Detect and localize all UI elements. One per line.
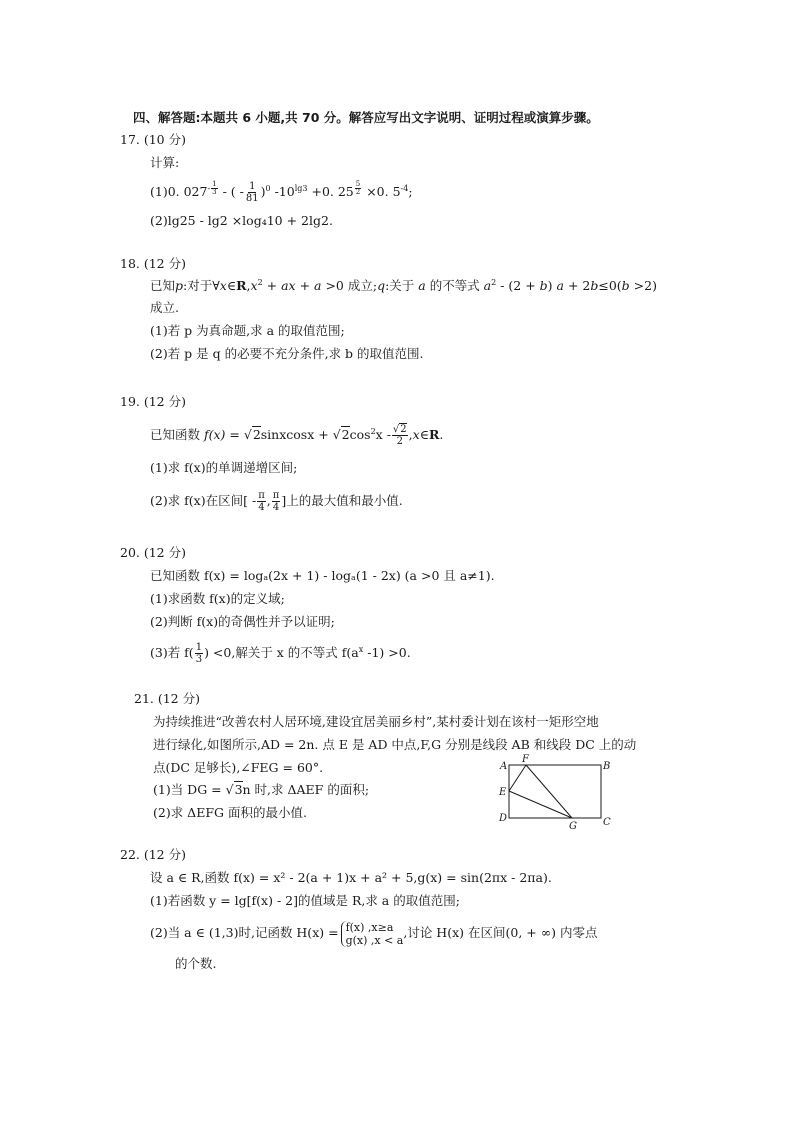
q19-heading: 19. (12 分) xyxy=(120,394,186,409)
q18-part1: (1)若 p 为真命题,求 a 的取值范围; xyxy=(150,323,345,338)
q21-line3: 点(DC 足够长),∠FEG = 60°. xyxy=(153,760,324,775)
label-b: B xyxy=(603,761,611,772)
q20-heading: 20. (12 分) xyxy=(120,545,186,560)
q18-statement: 已知p:对于$\forall x\in R,x^2$ + ax + a >0 成立;q:关于 a 的不等式 $a^2 - (2 + b) a + 2b\le 0(b >2)$ xyxy=(150,277,657,293)
q17-heading: 17. (10 分) xyxy=(120,132,186,147)
q17-part1: (1)0. $027^{- \frac{1}{3}}$ - ( - $\frac{1}{81}$ )$^0$ $-10^{lg3} +0$. 25 $^{\frac{5}{2}}$ ×0. $5^{-4}$; xyxy=(150,180,413,204)
rectangle-figure xyxy=(497,755,615,833)
q20-part3: (3)若 f( $\frac{1}{3}$ ) <0,解关于 x 的不等式 $f(a^x$ -1) >0. xyxy=(150,642,411,665)
piecewise-brace: f(x) ,x≥a g(x) ,x < a xyxy=(341,921,404,947)
label-e: E xyxy=(499,787,507,798)
segment-eg xyxy=(509,791,572,818)
q22-part1: (1)若函数 y = lg[f(x) - 2]的值域是 R,求 a 的取值范围; xyxy=(150,893,460,908)
q18-heading: 18. (12 分) xyxy=(120,256,186,271)
q21-part2: (2)求 ΔEFG 面积的最小值. xyxy=(153,805,307,820)
q21-line2: 进行绿化,如图所示,AD = 2n. 点 E 是 AD 中点,F,G 分别是线段 AB 和线段 DC 上的动 xyxy=(153,737,637,752)
q18-statement-cont: 成立. xyxy=(150,300,179,315)
q20-part1: (1)求函数 f(x)的定义域; xyxy=(150,591,285,606)
label-f: F xyxy=(522,754,529,765)
segment-ef xyxy=(509,765,526,791)
q17-part2: (2)lg25 - lg2 ×log₄10 + 2lg2. xyxy=(150,213,333,228)
label-g: G xyxy=(569,821,577,832)
label-d: D xyxy=(499,813,508,824)
q22-part2-cont: 的个数. xyxy=(175,956,217,971)
q19-part1: (1)求 f(x)的单调递增区间; xyxy=(150,460,298,475)
q22-statement: 设 a ∈ R,函数 f(x) = x² - 2(a + 1)x + a² + 5,g(x) = sin(2πx - 2πa). xyxy=(150,870,552,885)
label-c: C xyxy=(603,817,611,828)
q21-heading: 21. (12 分) xyxy=(134,691,200,706)
q17-intro: 计算: xyxy=(150,155,180,170)
q22-part2: (2)当 a ∈ (1,3)时,记函数 H(x) = f(x) ,x≥a g(x) ,x < a ,讨论 H(x) 在区间(0, + ∞) 内零点 xyxy=(150,920,598,947)
q21-part1: (1)当 DG = √3n 时,求 ΔAEF 的面积; xyxy=(153,782,370,797)
segment-fg xyxy=(526,765,572,818)
rectangle-abcd xyxy=(509,765,601,818)
q20-part2: (2)判断 f(x)的奇偶性并予以证明; xyxy=(150,614,335,629)
label-a: A xyxy=(500,761,508,772)
q18-part2: (2)若 p 是 q 的必要不充分条件,求 b 的取值范围. xyxy=(150,346,424,361)
q22-heading: 22. (12 分) xyxy=(120,847,186,862)
q21-line1: 为持续推进“改善农村人居环境,建设宜居美丽乡村”,某村委计划在该村一矩形空地 xyxy=(153,714,599,729)
q20-statement: 已知函数 f(x) = logₐ(2x + 1) - logₐ(1 - 2x) (a >0 且 a≠1). xyxy=(150,568,495,583)
q19-statement: 已知函数 f(x) = √2sinxcosx + $√2\cos^2x$ - $\frac{√2}{2}$ ,x∈R. xyxy=(150,424,444,447)
q19-part2: (2)求 f(x)在区间[ - $\frac{\pi}{4}$ , $\frac{\pi}{4}$ ]上的最大值和最小值. xyxy=(150,490,403,513)
section-header: 四、解答题:本题共 6 小题,共 70 分。解答应写出文字说明、证明过程或演算步骤。 xyxy=(133,110,599,125)
